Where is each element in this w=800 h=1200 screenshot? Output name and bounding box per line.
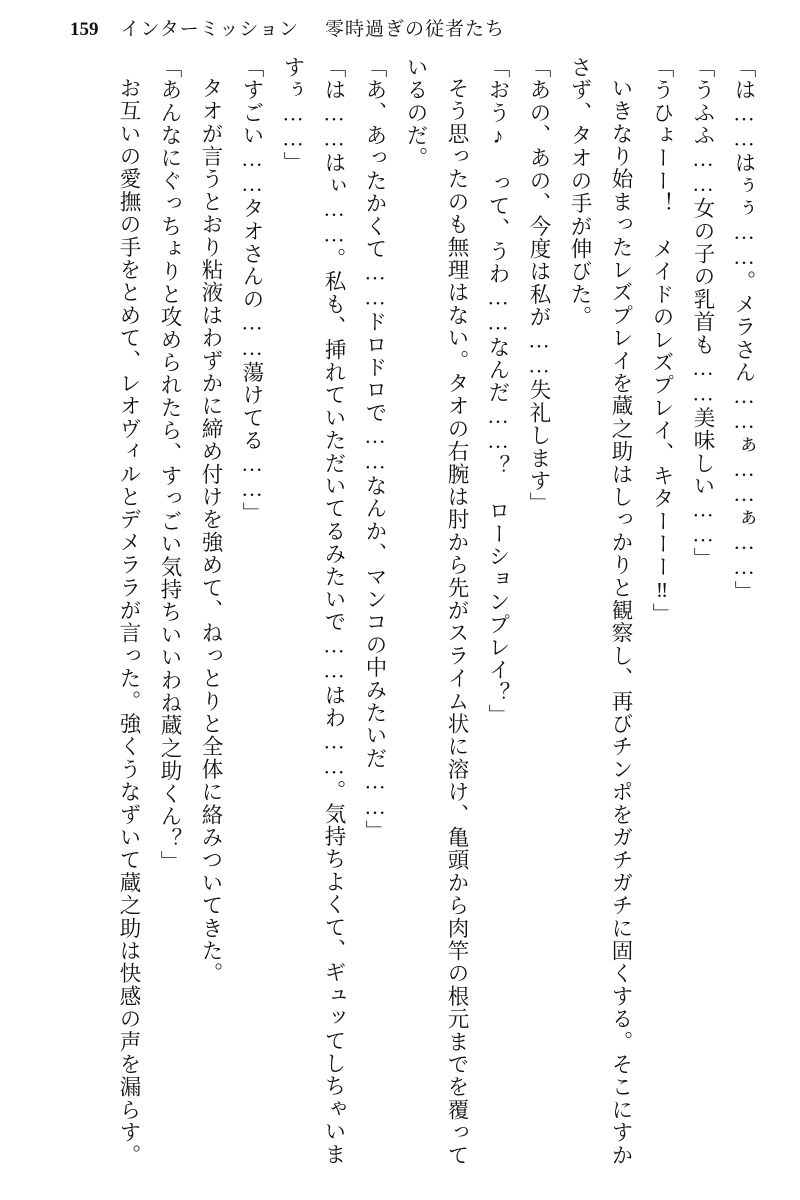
running-head <box>0 14 800 48</box>
body-line: お互いの愛撫の手をとめて、レオヴィルとデメララが言った。強くうなずいて蔵之助は快感の声を漏らす。 <box>117 77 141 1167</box>
chapter-label: インターミッション <box>120 19 299 40</box>
body-line: 「あの、あの、今度は私が……失礼します」 <box>527 56 551 515</box>
body-line: そう思ったのも無理はない。タオの右腕は肘から先がスライム状に溶け、亀頭から肉竿の根元までを覆っているのだ。 <box>404 56 469 1167</box>
body-line: 「おう♪ って、うわ……なんだ……？ ローションプレイ？」 <box>486 56 510 727</box>
body-line: いきなり始まったレズプレイを蔵之助はしっかりと観察し、再びチンポをガチガチに固くする。そこにすかさず、タオの手が伸びた。 <box>568 56 633 1167</box>
body-line: 「あんなにぐっちょりと攻められたら、すっごい気持ちいいわね蔵之助くん？」 <box>158 56 182 874</box>
body-line: 「あ、あったかくて……ドロドロで……なんか、マンコの中みたいだ……」 <box>363 56 387 843</box>
body-line: タオが言うとおり粘液はわずかに締め付けを強めて、ねっとりと全体に絡みついてきた。 <box>199 77 223 985</box>
body-text-area <box>40 56 764 1182</box>
chapter-title: 零時過ぎの従者たち <box>324 19 505 40</box>
body-line: 「は……はぅぅ……。メラさん……ぁ……ぁ……」 <box>732 56 756 604</box>
vertical-text-column <box>40 56 764 1182</box>
body-line: 「うふふ……女の子の乳首も……美味しい……」 <box>691 56 715 571</box>
page-number: 159 <box>70 19 99 40</box>
body-line: 「うひょーー！ メイドのレズプレイ、キターーー‼」 <box>650 56 674 626</box>
body-line: 「は……はぃ……。私も、挿れていただいてるみたいで……はわ……。気持ちよくて、ギュッてしちゃいますぅ……」 <box>281 56 346 1166</box>
header-divider <box>40 50 760 51</box>
body-line: 「すごい……タオさんの……蕩けてる……」 <box>240 56 264 525</box>
